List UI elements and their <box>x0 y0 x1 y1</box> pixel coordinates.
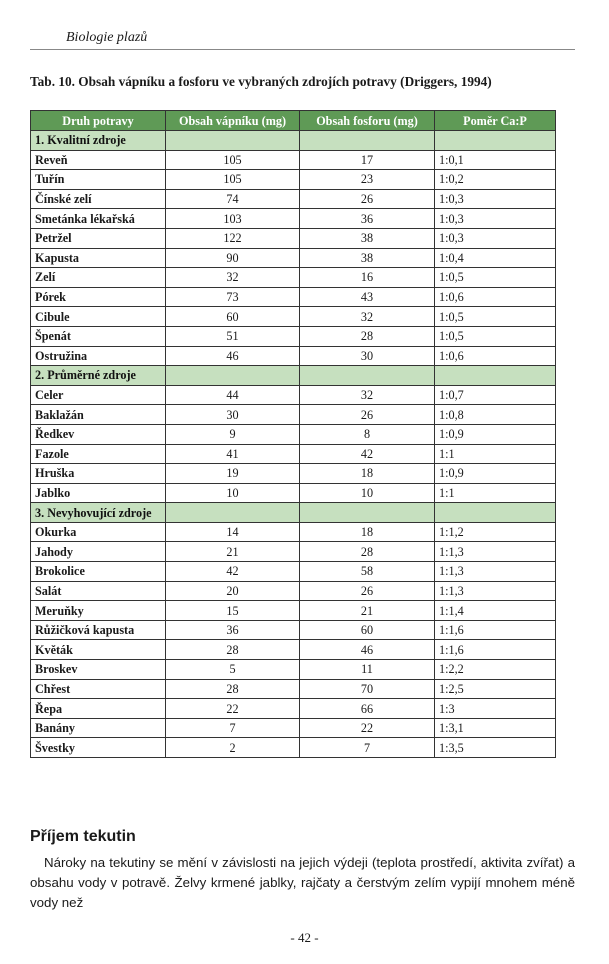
table-row <box>31 464 556 484</box>
table-row <box>31 405 556 425</box>
phosphorus-value: 22 <box>300 718 435 738</box>
table-row <box>31 660 556 680</box>
phosphorus-value: 36 <box>300 209 435 229</box>
phosphorus-value: 26 <box>300 405 435 425</box>
section-empty-cell <box>166 503 300 523</box>
section-heading: Příjem tekutin <box>30 828 136 845</box>
food-name: Květák <box>31 640 166 660</box>
phosphorus-value: 28 <box>300 542 435 562</box>
calcium-value: 7 <box>166 718 300 738</box>
ratio-value: 1:1,3 <box>435 581 556 601</box>
food-name: Čínské zelí <box>31 189 166 209</box>
section-title: 2. Průměrné zdroje <box>31 366 166 386</box>
food-name: Cibule <box>31 307 166 327</box>
table-row <box>31 189 556 209</box>
calcium-value: 2 <box>166 738 300 758</box>
section-empty-cell <box>435 131 556 151</box>
food-name: Jahody <box>31 542 166 562</box>
phosphorus-value: 30 <box>300 346 435 366</box>
calcium-value: 19 <box>166 464 300 484</box>
phosphorus-value: 42 <box>300 444 435 464</box>
ratio-value: 1:2,5 <box>435 679 556 699</box>
calcium-value: 74 <box>166 189 300 209</box>
food-name: Hruška <box>31 464 166 484</box>
ratio-value: 1:1 <box>435 444 556 464</box>
calcium-value: 28 <box>166 679 300 699</box>
ratio-value: 1:3,5 <box>435 738 556 758</box>
ratio-value: 1:1 <box>435 483 556 503</box>
ratio-value: 1:1,3 <box>435 562 556 582</box>
page-number: - 42 - <box>290 930 319 945</box>
calcium-value: 103 <box>166 209 300 229</box>
ratio-value: 1:0,2 <box>435 170 556 190</box>
table-row <box>31 601 556 621</box>
calcium-value: 60 <box>166 307 300 327</box>
table-row <box>31 268 556 288</box>
ratio-value: 1:0,4 <box>435 248 556 268</box>
ratio-value: 1:0,5 <box>435 268 556 288</box>
section-title: 1. Kvalitní zdroje <box>31 131 166 151</box>
phosphorus-value: 26 <box>300 189 435 209</box>
food-name: Banány <box>31 718 166 738</box>
running-head: Biologie plazů <box>66 30 148 45</box>
food-name: Chřest <box>31 679 166 699</box>
calcium-value: 30 <box>166 405 300 425</box>
food-name: Okurka <box>31 522 166 542</box>
phosphorus-value: 10 <box>300 483 435 503</box>
calcium-value: 20 <box>166 581 300 601</box>
food-name: Jablko <box>31 483 166 503</box>
table-header-row <box>31 111 556 131</box>
calcium-value: 122 <box>166 228 300 248</box>
calcium-value: 46 <box>166 346 300 366</box>
food-name: Tuřín <box>31 170 166 190</box>
food-name: Ředkev <box>31 424 166 444</box>
phosphorus-value: 17 <box>300 150 435 170</box>
calcium-value: 32 <box>166 268 300 288</box>
nutrition-table <box>30 110 556 758</box>
phosphorus-value: 70 <box>300 679 435 699</box>
calcium-value: 14 <box>166 522 300 542</box>
calcium-value: 15 <box>166 601 300 621</box>
section-empty-cell <box>166 131 300 151</box>
calcium-value: 44 <box>166 385 300 405</box>
food-name: Pórek <box>31 287 166 307</box>
ratio-value: 1:0,1 <box>435 150 556 170</box>
calcium-value: 10 <box>166 483 300 503</box>
phosphorus-value: 46 <box>300 640 435 660</box>
table-body <box>31 131 556 758</box>
food-name: Fazole <box>31 444 166 464</box>
calcium-value: 90 <box>166 248 300 268</box>
phosphorus-value: 43 <box>300 287 435 307</box>
ratio-value: 1:0,3 <box>435 228 556 248</box>
calcium-value: 36 <box>166 620 300 640</box>
section-title: 3. Nevyhovující zdroje <box>31 503 166 523</box>
ratio-value: 1:0,3 <box>435 189 556 209</box>
ratio-value: 1:3 <box>435 699 556 719</box>
ratio-value: 1:0,7 <box>435 385 556 405</box>
food-name: Kapusta <box>31 248 166 268</box>
food-name: Ostružina <box>31 346 166 366</box>
phosphorus-value: 18 <box>300 522 435 542</box>
table-row <box>31 620 556 640</box>
section-empty-cell <box>300 131 435 151</box>
ratio-value: 1:0,3 <box>435 209 556 229</box>
food-name: Zelí <box>31 268 166 288</box>
table-row <box>31 424 556 444</box>
calcium-value: 5 <box>166 660 300 680</box>
ratio-value: 1:2,2 <box>435 660 556 680</box>
phosphorus-value: 32 <box>300 385 435 405</box>
table-row <box>31 209 556 229</box>
food-name: Baklažán <box>31 405 166 425</box>
section-empty-cell <box>300 366 435 386</box>
table-row <box>31 150 556 170</box>
phosphorus-value: 21 <box>300 601 435 621</box>
ratio-value: 1:1,4 <box>435 601 556 621</box>
food-name: Smetánka lékařská <box>31 209 166 229</box>
table-row <box>31 170 556 190</box>
ratio-value: 1:0,5 <box>435 307 556 327</box>
ratio-value: 1:0,5 <box>435 326 556 346</box>
ratio-value: 1:1,6 <box>435 620 556 640</box>
table-row <box>31 444 556 464</box>
table-row <box>31 326 556 346</box>
phosphorus-value: 60 <box>300 620 435 640</box>
table-row <box>31 562 556 582</box>
section-empty-cell <box>166 366 300 386</box>
food-name: Salát <box>31 581 166 601</box>
section-row <box>31 503 556 523</box>
ratio-value: 1:0,8 <box>435 405 556 425</box>
ratio-value: 1:1,6 <box>435 640 556 660</box>
header-calcium: Obsah vápníku (mg) <box>166 111 300 131</box>
table-row <box>31 248 556 268</box>
header-food-type: Druh potravy <box>31 111 166 131</box>
food-name: Špenát <box>31 326 166 346</box>
table-row <box>31 640 556 660</box>
ratio-value: 1:1,3 <box>435 542 556 562</box>
ratio-value: 1:0,6 <box>435 346 556 366</box>
ratio-value: 1:3,1 <box>435 718 556 738</box>
ratio-value: 1:1,2 <box>435 522 556 542</box>
phosphorus-value: 7 <box>300 738 435 758</box>
food-name: Reveň <box>31 150 166 170</box>
table-row <box>31 522 556 542</box>
food-name: Broskev <box>31 660 166 680</box>
table-row <box>31 307 556 327</box>
section-empty-cell <box>300 503 435 523</box>
phosphorus-value: 26 <box>300 581 435 601</box>
food-name: Celer <box>31 385 166 405</box>
table-row <box>31 738 556 758</box>
food-name: Řepa <box>31 699 166 719</box>
header-rule <box>30 49 575 50</box>
calcium-value: 105 <box>166 170 300 190</box>
calcium-value: 22 <box>166 699 300 719</box>
table-row <box>31 483 556 503</box>
calcium-value: 73 <box>166 287 300 307</box>
ratio-value: 1:0,6 <box>435 287 556 307</box>
table-caption: Tab. 10. Obsah vápníku a fosforu ve vybraných zdrojích potravy (Driggers, 1994) <box>30 74 492 89</box>
phosphorus-value: 11 <box>300 660 435 680</box>
header-phosphorus: Obsah fosforu (mg) <box>300 111 435 131</box>
phosphorus-value: 8 <box>300 424 435 444</box>
table-row <box>31 287 556 307</box>
food-name: Meruňky <box>31 601 166 621</box>
phosphorus-value: 18 <box>300 464 435 484</box>
calcium-value: 21 <box>166 542 300 562</box>
calcium-value: 42 <box>166 562 300 582</box>
table-row <box>31 718 556 738</box>
phosphorus-value: 58 <box>300 562 435 582</box>
table-row <box>31 581 556 601</box>
phosphorus-value: 38 <box>300 248 435 268</box>
table-row <box>31 228 556 248</box>
calcium-value: 28 <box>166 640 300 660</box>
table-row <box>31 385 556 405</box>
phosphorus-value: 66 <box>300 699 435 719</box>
ratio-value: 1:0,9 <box>435 464 556 484</box>
phosphorus-value: 28 <box>300 326 435 346</box>
food-name: Růžičková kapusta <box>31 620 166 640</box>
phosphorus-value: 23 <box>300 170 435 190</box>
ratio-value: 1:0,9 <box>435 424 556 444</box>
food-name: Petržel <box>31 228 166 248</box>
food-name: Švestky <box>31 738 166 758</box>
calcium-value: 41 <box>166 444 300 464</box>
food-name: Brokolice <box>31 562 166 582</box>
table-row <box>31 542 556 562</box>
phosphorus-value: 32 <box>300 307 435 327</box>
phosphorus-value: 38 <box>300 228 435 248</box>
header-ratio: Poměr Ca:P <box>435 111 556 131</box>
table-row <box>31 699 556 719</box>
phosphorus-value: 16 <box>300 268 435 288</box>
section-row <box>31 131 556 151</box>
table-row <box>31 679 556 699</box>
section-empty-cell <box>435 366 556 386</box>
table-row <box>31 346 556 366</box>
section-row <box>31 366 556 386</box>
body-paragraph: Nároky na tekutiny se mění v závislosti na jejich výdeji (teplota prostředí, aktivita zvířat) a obsahu vody v potravě. Želvy krmené jablky, rajčaty a čerstvým zelím vypijí mnohem méně vody než <box>30 855 575 910</box>
calcium-value: 9 <box>166 424 300 444</box>
calcium-value: 105 <box>166 150 300 170</box>
calcium-value: 51 <box>166 326 300 346</box>
section-empty-cell <box>435 503 556 523</box>
